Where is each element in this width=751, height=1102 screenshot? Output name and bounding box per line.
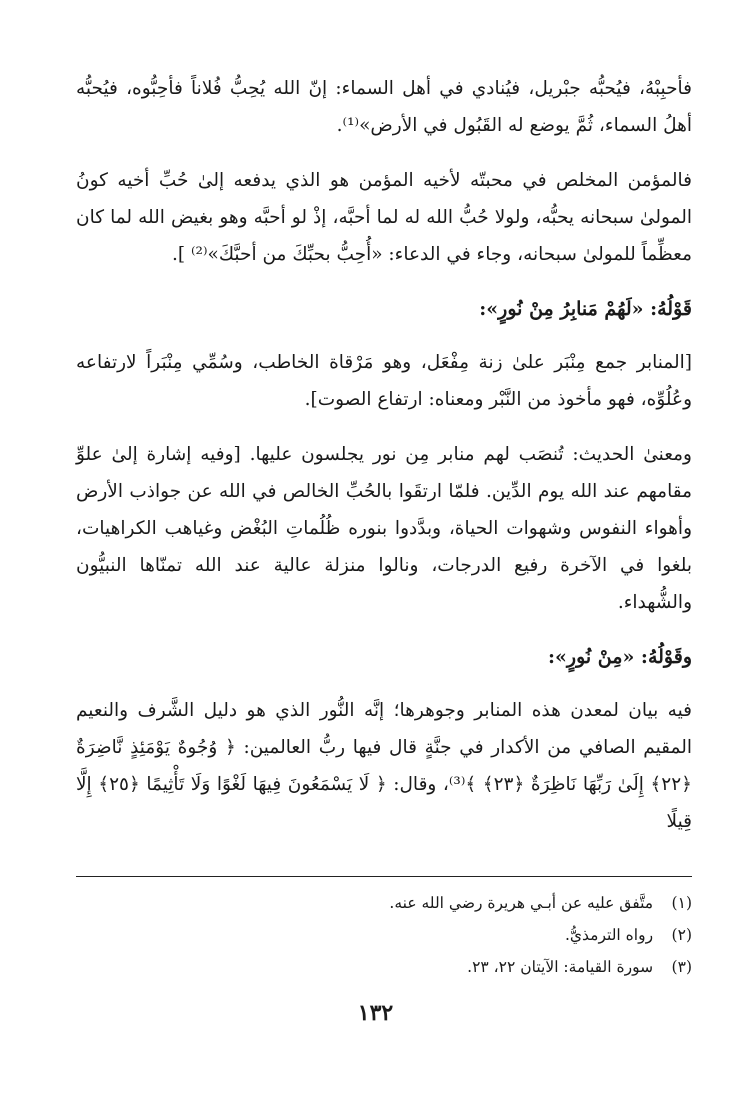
heading-minbars-of-light: قَوْلُهُ: «لَهُمْ مَنابِرُ مِنْ نُورٍ»: (479, 298, 692, 320)
footnote-number: (٢) (671, 926, 692, 944)
paragraph-hadith-meaning: ومعنىٰ الحديث: تُنصَب لهم منابر مِن نور يجلسون عليها. [وفيه إشارة إلىٰ علوِّ مقامهم عند الله يوم الدِّين. فلمّا ارتقَوا بالحُبِّ الخالص في الله عن جواذب الأرض وأهواء النفوس وشهوات الحياة، وبدَّدوا بنوره ظُلُماتِ البُغْض وغياهب الكراهيات، بلغوا في الآخرة رفيع الدرجات، ونالوا منزلة عالية عند الله تمنّاها النبيُّون والشُّهداء. (76, 444, 692, 613)
footnote-text: سورة القيامة: الآيتان ٢٢، ٢٣. (467, 958, 654, 976)
footnote-2 (76, 919, 692, 951)
paragraph-minbar-definition: [المنابر جمع مِنْبَر علىٰ زنة مِفْعَل، وهو مَرْقاة الخاطب، وسُمِّي مِنْبَراً لارتفاعه وعُلُوِّه، فهو مأخوذ من النَّبْر ومعناه: ارتفاع الصوت]. (76, 352, 692, 410)
paragraph-light-explanation: فيه بيان لمعدن هذه المنابر وجوهرها؛ إنَّه النُّور الذي هو دليل الشَّرف والنعيم المقيم الصافي من الأكدار في جنَّةٍ قال فيها ربُّ العالمين: ﴿ وُجُوهٌ يَوْمَئِذٍ نَّاضِرَةٌ ﴿٢٢﴾ إِلَىٰ رَبِّهَا نَاظِرَةٌ ﴿٢٣﴾ ﴾⁽³⁾، وقال: ﴿ لَا يَسْمَعُونَ فِيهَا لَغْوًا وَلَا تَأْثِيمًا ﴿٢٥﴾ إِلَّا قِيلًا (76, 700, 692, 832)
footnote-text: متَّفق عليه عن أبـي هريرة رضي الله عنه. (389, 894, 654, 912)
heading-of-light: وقَوْلُهُ: «مِنْ نُورٍ»: (548, 646, 692, 668)
footnote-1 (76, 887, 692, 919)
paragraph-hadith-end: فأحبِبْهُ، فيُحبُّه جبْريل، فيُنادي في أهل السماء: إنّ الله يُحِبُّ فُلاناً فأحِبُّوه، فيُحبُّه أهلُ السماء، ثُمَّ يوضع له القَبُول في الأرض»⁽¹⁾. (76, 78, 692, 136)
page-body (76, 70, 692, 858)
footnote-text: رواه الترمذيُّ. (564, 926, 654, 944)
footnote-number: (٣) (671, 958, 692, 976)
page-number: ١٣٢ (357, 1000, 394, 1026)
footnotes (76, 876, 692, 983)
paragraph-love-for-brother: فالمؤمن المخلص في محبتّه لأخيه المؤمن هو الذي يدفعه إلىٰ حُبِّ أخيه كونُ المولىٰ سبحانه يحبُّه، ولولا حُبُّ الله له لما أحبَّه، إذْ لو أحبَّه وهو بغيض الله لما كان معظِّماً للمولىٰ سبحانه، وجاء في الدعاء: «أُحِبُّ بحبِّكَ من أحبَّكَ»⁽²⁾ ]. (76, 170, 692, 265)
footnote-number: (١) (671, 894, 692, 912)
footnote-3 (76, 951, 692, 983)
